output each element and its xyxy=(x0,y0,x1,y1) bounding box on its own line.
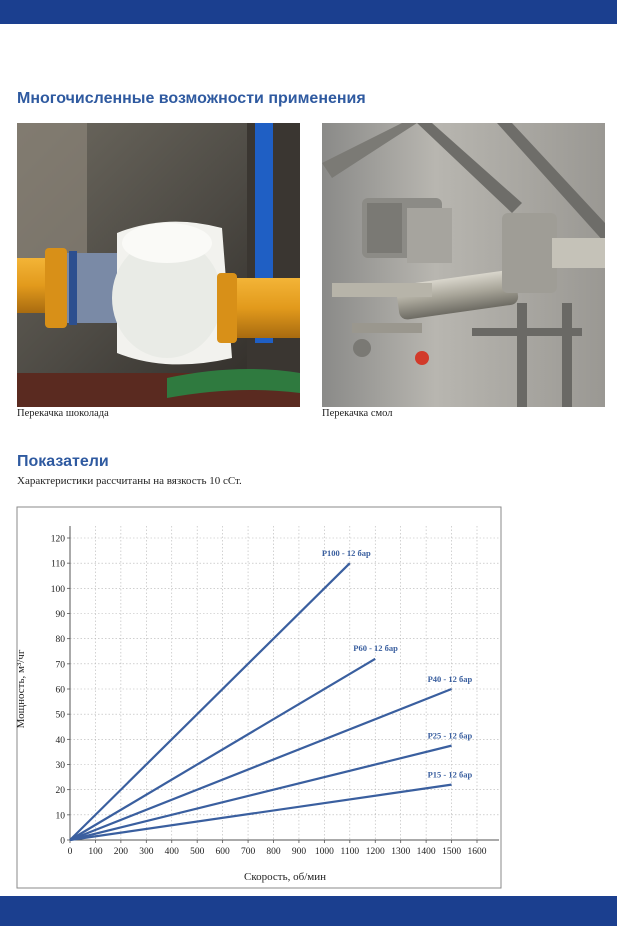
top-color-band xyxy=(0,0,617,24)
series-label: P40 - 12 бар xyxy=(427,674,473,684)
x-tick-label: 500 xyxy=(190,847,205,857)
chocolate-pump-photo xyxy=(17,123,300,407)
y-tick-label: 80 xyxy=(55,635,65,646)
series-label: P25 - 12 бар xyxy=(427,730,473,741)
performance-chart xyxy=(0,500,617,895)
y-tick-label: 50 xyxy=(55,710,65,721)
y-tick-label: 60 xyxy=(55,685,65,696)
x-tick-label: 0 xyxy=(67,847,73,857)
series-label: P100 - 12 бар xyxy=(321,548,371,559)
x-tick-label: 900 xyxy=(291,847,307,857)
y-tick-label: 70 xyxy=(55,660,65,671)
x-tick-label: 100 xyxy=(88,847,103,857)
x-tick-label: 1200 xyxy=(365,847,385,857)
y-tick-label: 10 xyxy=(55,811,65,822)
bottom-color-band xyxy=(0,896,617,926)
x-tick-label: 800 xyxy=(266,847,281,857)
chocolate-caption: Перекачка шоколада xyxy=(17,408,109,419)
x-tick-label: 400 xyxy=(164,847,179,857)
x-tick-label: 600 xyxy=(215,847,230,857)
series-label: P15 - 12 бар xyxy=(427,769,473,780)
x-tick-label: 700 xyxy=(240,847,256,857)
y-tick-label: 120 xyxy=(50,534,65,545)
y-axis-title: Мощность, м³/чг xyxy=(15,649,27,729)
x-tick-label: 1500 xyxy=(442,847,462,857)
series-label: P60 - 12 бар xyxy=(353,642,398,653)
y-tick-label: 110 xyxy=(51,559,65,570)
x-tick-label: 200 xyxy=(113,847,128,857)
x-tick-label: 300 xyxy=(139,847,154,857)
y-tick-label: 100 xyxy=(50,584,65,595)
resin-caption: Перекачка смол xyxy=(322,408,393,419)
x-tick-label: 1000 xyxy=(314,847,334,857)
x-tick-label: 1600 xyxy=(467,847,487,857)
section-title: Показатели xyxy=(17,453,109,470)
page-title: Многочисленные возможности применения xyxy=(17,90,366,107)
y-tick-label: 30 xyxy=(55,761,65,771)
section-subtitle: Характеристики рассчитаны на вязкость 10 сСт. xyxy=(17,475,242,487)
x-tick-label: 1400 xyxy=(416,847,436,857)
x-axis-title: Скорость, об/мин xyxy=(244,871,326,883)
y-tick-label: 90 xyxy=(55,610,65,620)
y-tick-label: 0 xyxy=(60,836,65,847)
x-tick-label: 1300 xyxy=(391,847,411,857)
resin-pump-photo xyxy=(322,123,605,407)
y-tick-label: 20 xyxy=(55,786,65,797)
y-tick-label: 40 xyxy=(55,735,65,746)
x-tick-label: 1100 xyxy=(340,847,360,857)
